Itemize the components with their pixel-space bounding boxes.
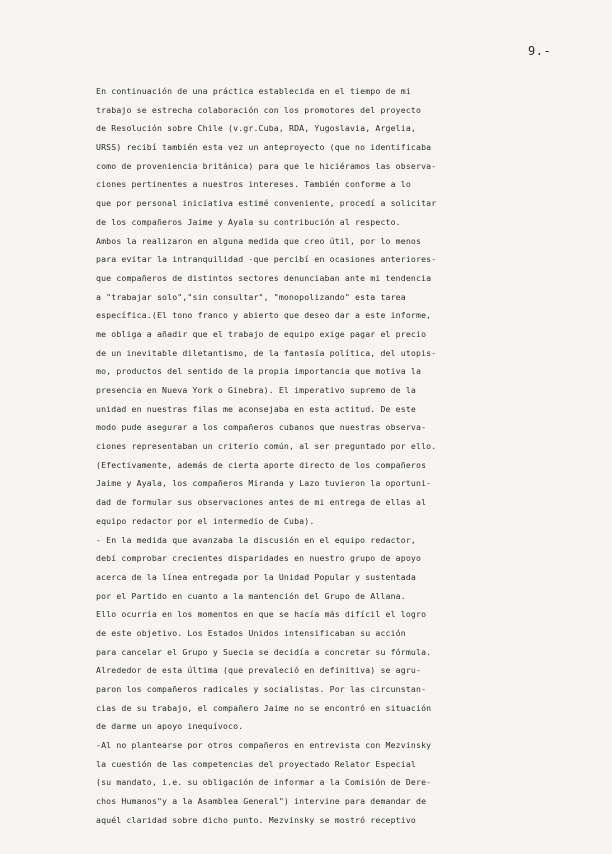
text-line: ciones representaban un criterio común, al ser preguntado por ello.: [96, 441, 437, 452]
text-line: cias de su trabajo, el compañero Jaime no se encontró en situación: [96, 702, 432, 713]
text-line: (su mandato, i.e. su obligación de informar a la Comisión de Dere-: [96, 777, 432, 788]
text-line: modo pude asegurar a los compañeros cubanos que nuestras observa-: [96, 422, 427, 433]
text-line: Ambos la realizaron en alguna medida que creo útil, por lo menos: [96, 235, 422, 246]
text-line: de este objetivo. Los Estados Unidos intensificaban su acción: [96, 627, 406, 638]
text-line: específica.(El tono franco y abierto que deseo dar a este informe,: [96, 310, 432, 321]
text-line: - En la medida que avanzaba la discusión en el equipo redactor,: [96, 534, 416, 545]
text-line: acerca de la línea entregada por la Unidad Popular y sustentada: [96, 571, 416, 582]
text-line: trabajo se estrecha colaboración con los promotores del proyecto: [96, 104, 422, 115]
text-line: chos Humanos"y a la Asamblea General") intervine para demandar de: [96, 796, 427, 807]
text-line: de Resolución sobre Chile (v.gr.Cuba, RDA, Yugoslavia, Argelia,: [96, 123, 416, 134]
text-line: a "trabajar solo","sin consultar", "monopolizando" esta tarea: [96, 291, 406, 302]
text-line: debí comprobar crecientes disparidades en nuestro grupo de apoyo: [96, 553, 422, 564]
text-line: Alrededor de esta última (que prevaleció en definitiva) se agru-: [96, 665, 422, 676]
text-line: como de proveniencia británica) para que le hiciéramos las observa-: [96, 160, 437, 171]
text-line: Jaime y Ayala, los compañeros Miranda y Lazo tuvieron la oportuni-: [96, 478, 432, 489]
text-line: mo, productos del sentido de la propia importancia que motiva la: [96, 366, 422, 377]
text-line: En continuación de una práctica establecida en el tiempo de mi: [96, 86, 411, 96]
text-line: presencia en Nueva York o Ginebra). El imperativo supremo de la: [96, 385, 416, 395]
text-line: equipo redactor por el intermedio de Cuba).: [96, 515, 315, 526]
page-number: 9.-: [528, 44, 552, 58]
text-line: me obliga a añadir que el trabajo de equipo exige pagar el precio: [96, 328, 427, 339]
text-line: paron los compañeros radicales y socialistas. Por las circunstan-: [96, 684, 427, 694]
text-line: la cuestión de las competencias del proyectado Relator Especial: [96, 758, 416, 769]
text-line: unidad en nuestras filas me aconsejaba en esta actitud. De este: [96, 403, 416, 414]
text-line: ciones pertinentes a nuestros intereses. También conforme a lo: [96, 179, 411, 190]
text-line: aquél claridad sobre dicho punto. Mezvinsky se mostró receptivo: [96, 814, 416, 825]
text-line: -Al no plantearse por otros compañeros en entrevista con Mezvinsky: [96, 740, 432, 751]
text-line: de darme un apoyo inequívoco.: [96, 721, 244, 732]
text-line: para cancelar el Grupo y Suecia se decidía a concretar su fórmula.: [96, 646, 432, 657]
text-line: para evitar la intranquilidad -que percibí en ocasiones anteriores-: [96, 254, 437, 265]
text-line: de los compañeros Jaime y Ayala su contribución al respecto.: [96, 216, 401, 227]
text-line: Ello ocurría en los momentos en que se hacía más difícil el logro: [96, 609, 427, 620]
text-line: dad de formular sus observaciones antes de mi entrega de ellas al: [96, 497, 427, 508]
text-line: por el Partido en cuanto a la mantención del Grupo de Allana.: [96, 590, 406, 601]
text-line: que compañeros de distintos sectores denunciaban ante mi tendencia: [96, 272, 432, 283]
text-line: que por personal iniciativa estimé conveniente, procedí a solicitar: [96, 198, 437, 209]
text-line: de un inevitable diletantismo, de la fantasía política, del utopis-: [96, 347, 437, 358]
text-line: (Efectivamente, además de cierta aporte directo de los compañeros: [96, 459, 427, 470]
text-line: URSS) recibí también esta vez un anteproyecto (que no identificaba: [96, 142, 432, 153]
body-text: [96, 82, 581, 830]
